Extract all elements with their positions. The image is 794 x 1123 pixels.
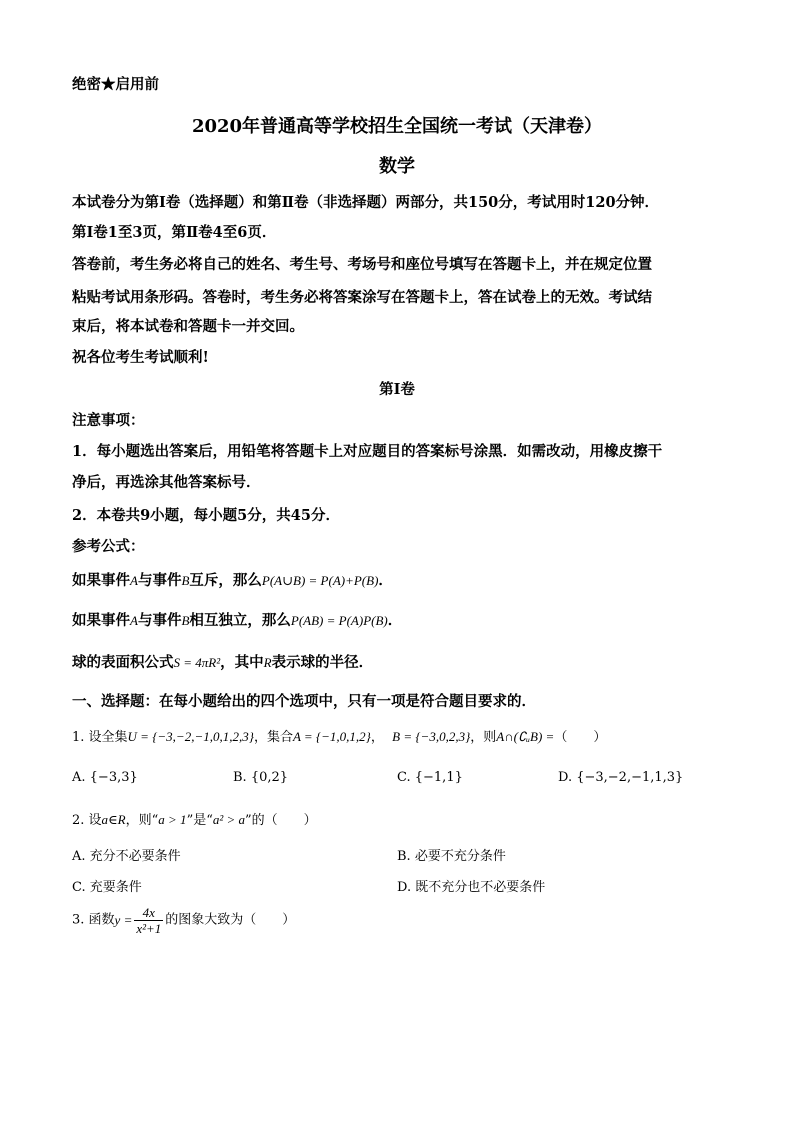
q2-condition: a∈R — [101, 812, 126, 827]
q2-mid: ，则“ — [125, 813, 159, 828]
formula-line-2 — [72, 612, 402, 629]
q1-answer-paren: （ ） — [554, 730, 607, 745]
q1-set-u: U = {−3,−2,−1,0,1,2,3} — [127, 729, 254, 744]
q1-option-b: B. {0,2} — [233, 770, 289, 785]
formula-1-mid: 与事件 — [137, 572, 182, 589]
q1-mid2: ， — [370, 730, 384, 745]
q1-option-c: C. {−1,1} — [397, 770, 463, 785]
formula-sphere-area: S = 4πR² — [173, 655, 221, 670]
q2-mid2: ”是“ — [186, 813, 213, 828]
q2-option-b: B. 必要不充分条件 — [397, 849, 506, 864]
formula-1-end: ． — [378, 572, 393, 589]
subject-title: 数学 — [379, 156, 415, 177]
intro-line-3: 答卷前，考生务必将自己的姓名、考生号、考场号和座位号填写在答题卡上，并在规定位置 — [72, 256, 652, 273]
notes-title: 注意事项： — [72, 412, 145, 429]
formula-3-mid: ，其中 — [220, 654, 264, 671]
event-a: A — [130, 573, 138, 588]
q3-fraction — [134, 905, 163, 936]
q1-mid3: ，则 — [470, 730, 497, 745]
q2-post: ”的（ ） — [245, 813, 317, 828]
section-1-title: 一、选择题：在每小题给出的四个选项中，只有一项是符合题目要求的． — [72, 693, 536, 710]
formula-union: P(A∪B) = P(A)+P(B) — [261, 573, 379, 588]
formula-2-mid: 与事件 — [137, 612, 182, 629]
q1-option-d: D. {−3,−2,−1,1,3} — [558, 770, 684, 785]
formula-line-3 — [72, 654, 373, 671]
question-3 — [72, 905, 295, 936]
q1-option-a: A. {−3,3} — [72, 770, 138, 785]
note-1a: 1．每小题选出答案后，用铅笔将答题卡上对应题目的答案标号涂黑．如需改动，用橡皮擦干 — [72, 443, 663, 460]
q3-y: y = — [114, 912, 133, 928]
secret-label: 绝密★启用前 — [72, 76, 159, 93]
part1-title: 第Ⅰ卷 — [379, 381, 415, 398]
intro-line-2: 第Ⅰ卷1至3页，第Ⅱ卷4至6页． — [72, 224, 277, 241]
formula-line-1 — [72, 572, 393, 589]
q1-pre: 1. 设全集 — [72, 730, 128, 745]
ref-title: 参考公式： — [72, 538, 145, 555]
formula-3-pre: 球的表面积公式 — [72, 654, 174, 671]
q3-denominator: x²+1 — [136, 921, 162, 936]
event-a: A — [130, 613, 138, 628]
question-2 — [72, 812, 317, 829]
exam-title: 2020年普通高等学校招生全国统一考试（天津卷） — [191, 116, 603, 137]
event-b: B — [181, 573, 190, 588]
formula-2-end: ． — [387, 612, 403, 629]
q3-numerator: 4x — [134, 905, 163, 921]
q1-mid1: ，集合 — [253, 730, 293, 745]
q2-q: a² > a — [212, 812, 246, 827]
radius-symbol: R — [263, 655, 272, 670]
intro-line-5: 束后，将本试卷和答题卡一并交回。 — [72, 318, 304, 335]
formula-independent: P(AB) = P(A)P(B) — [290, 613, 388, 628]
formula-1-post: 互斥，那么 — [189, 572, 262, 589]
note-2: 2．本卷共9小题，每小题5分，共45分． — [72, 507, 340, 524]
q1-set-a: A = {−1,0,1,2} — [292, 729, 371, 744]
event-b: B — [181, 613, 190, 628]
question-1 — [72, 729, 606, 746]
formula-3-post: 表示球的半径． — [271, 654, 374, 671]
intro-line-4: 粘贴考试用条形码。答卷时，考生务必将答案涂写在答题卡上，答在试卷上的无效。考试结 — [72, 289, 652, 306]
q2-pre: 2. 设 — [72, 813, 102, 828]
q2-option-c: C. 充要条件 — [72, 880, 142, 895]
formula-2-post: 相互独立，那么 — [189, 612, 291, 629]
formula-1-pre: 如果事件 — [72, 572, 130, 589]
note-1b: 净后，再选涂其他答案标号． — [72, 474, 261, 491]
q3-post: 的图象大致为（ ） — [165, 912, 296, 928]
q1-set-b: B = {−3,0,2,3} — [392, 729, 471, 744]
q2-p: a > 1 — [158, 812, 187, 827]
q3-pre: 3. 函数 — [72, 912, 115, 928]
intro-line-6: 祝各位考生考试顺利! — [72, 349, 209, 366]
q1-expression: A∩(∁ᵤB) = — [496, 729, 555, 744]
formula-2-pre: 如果事件 — [72, 612, 130, 629]
intro-line-1: 本试卷分为第Ⅰ卷（选择题）和第Ⅱ卷（非选择题）两部分，共150分，考试用时120分钟． — [72, 194, 660, 211]
q2-option-d: D. 既不充分也不必要条件 — [397, 880, 546, 895]
q2-option-a: A. 充分不必要条件 — [72, 849, 181, 864]
